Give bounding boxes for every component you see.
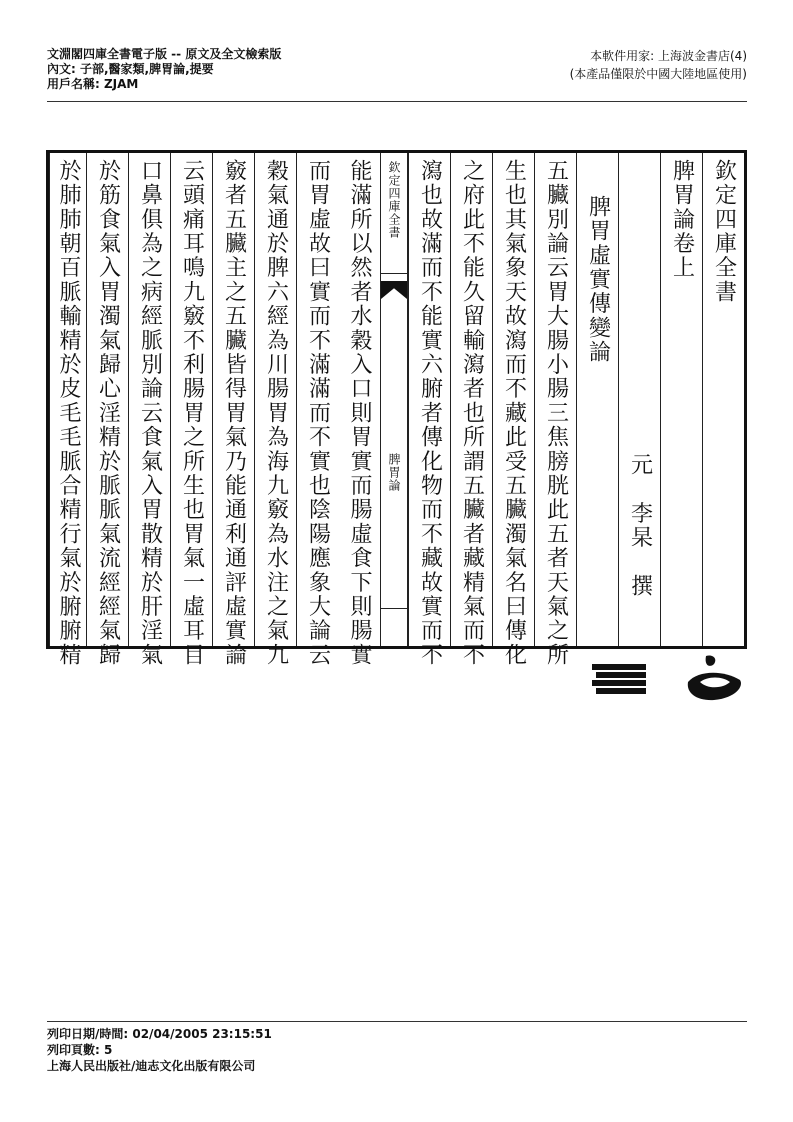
text-column	[660, 153, 702, 646]
column-text: 穀氣通於脾六經為川腸胃為海九竅為水注之氣九	[263, 159, 289, 668]
column-text: 生也其氣象天故瀉而不藏此受五臟濁氣名曰傳化	[501, 159, 527, 668]
column-text: 五臟別論云胃大腸小腸三焦膀胱此五者天氣之所	[543, 159, 569, 668]
print-datetime: 列印日期/時間: 02/04/2005 23:15:51	[47, 1027, 272, 1041]
fishtail-rule	[381, 608, 407, 609]
header-username: 用戶名稱: ZJAM	[47, 77, 139, 91]
column-text: 脾胃論卷上	[669, 159, 695, 280]
publisher: 上海人民出版社/迪志文化出版有限公司	[47, 1059, 256, 1073]
text-column	[618, 153, 660, 646]
text-column	[576, 153, 618, 646]
column-text: 竅者五臟主之五臟皆得胃氣乃能通利通評虛實論	[221, 159, 247, 668]
seal-mark-right-icon	[684, 652, 746, 704]
header-licensee: 本軟件用家: 上海波金書店(4)	[590, 49, 747, 63]
column-text: 於筋食氣入胃濁氣歸心淫精於脈脈氣流經經氣歸	[95, 159, 121, 668]
fishtail-column	[380, 153, 408, 646]
column-text: 脾胃虛實傳變論	[585, 195, 611, 365]
text-column	[128, 153, 170, 668]
text-column	[49, 153, 86, 668]
text-column	[408, 153, 450, 668]
text-column	[296, 153, 338, 668]
seal-mark-left-icon	[590, 660, 650, 700]
column-text: 之府此不能久留輸瀉者也所謂五臟者藏精氣而不	[459, 159, 485, 668]
text-column	[254, 153, 296, 668]
header-right	[570, 47, 747, 83]
text-column	[702, 153, 744, 646]
print-page-count: 列印頁數: 5	[47, 1043, 113, 1057]
header-content-path: 內文: 子部,醫家類,脾胃論,提要	[47, 62, 214, 76]
text-column	[450, 153, 492, 668]
text-column	[534, 153, 576, 668]
page-frame	[46, 150, 747, 668]
footer-divider	[47, 1021, 747, 1022]
column-text: 欽定四庫全書	[711, 159, 737, 305]
text-column	[492, 153, 534, 668]
text-column	[86, 153, 128, 668]
header-title: 文淵閣四庫全書電子版 -- 原文及全文檢索版	[47, 47, 282, 61]
header-divider	[47, 101, 747, 102]
column-text: 口鼻俱為之病經脈別論云食氣入胃散精於肝淫氣	[137, 159, 163, 668]
fishtail-top-label: 欽定四庫全書	[387, 161, 401, 239]
column-text: 云頭痛耳鳴九竅不利腸胃之所生也胃氣一虛耳目	[179, 159, 205, 668]
column-text: 而胃虛故曰實而不滿滿而不實也陰陽應象大論云	[305, 159, 331, 668]
text-column	[212, 153, 254, 668]
column-text: 能滿所以然者水穀入口則胃實而腸虛食下則腸實	[347, 159, 372, 668]
text-column	[170, 153, 212, 668]
fishtail-rule	[381, 273, 407, 274]
header-left	[47, 47, 281, 92]
footer	[47, 1026, 272, 1074]
text-column	[338, 153, 380, 668]
fishtail-mark	[381, 281, 407, 299]
column-text: 元 李杲 撰	[627, 453, 653, 599]
header-region-note: (本產品僅限於中國大陸地區使用)	[569, 67, 747, 81]
column-text: 於肺肺朝百脈輸精於皮毛毛脈合精行氣於腑腑精	[56, 159, 81, 668]
column-text: 瀉也故滿而不能實六腑者傳化物而不藏故實而不	[417, 159, 443, 668]
fishtail-bottom-label: 脾胃論	[387, 453, 401, 492]
